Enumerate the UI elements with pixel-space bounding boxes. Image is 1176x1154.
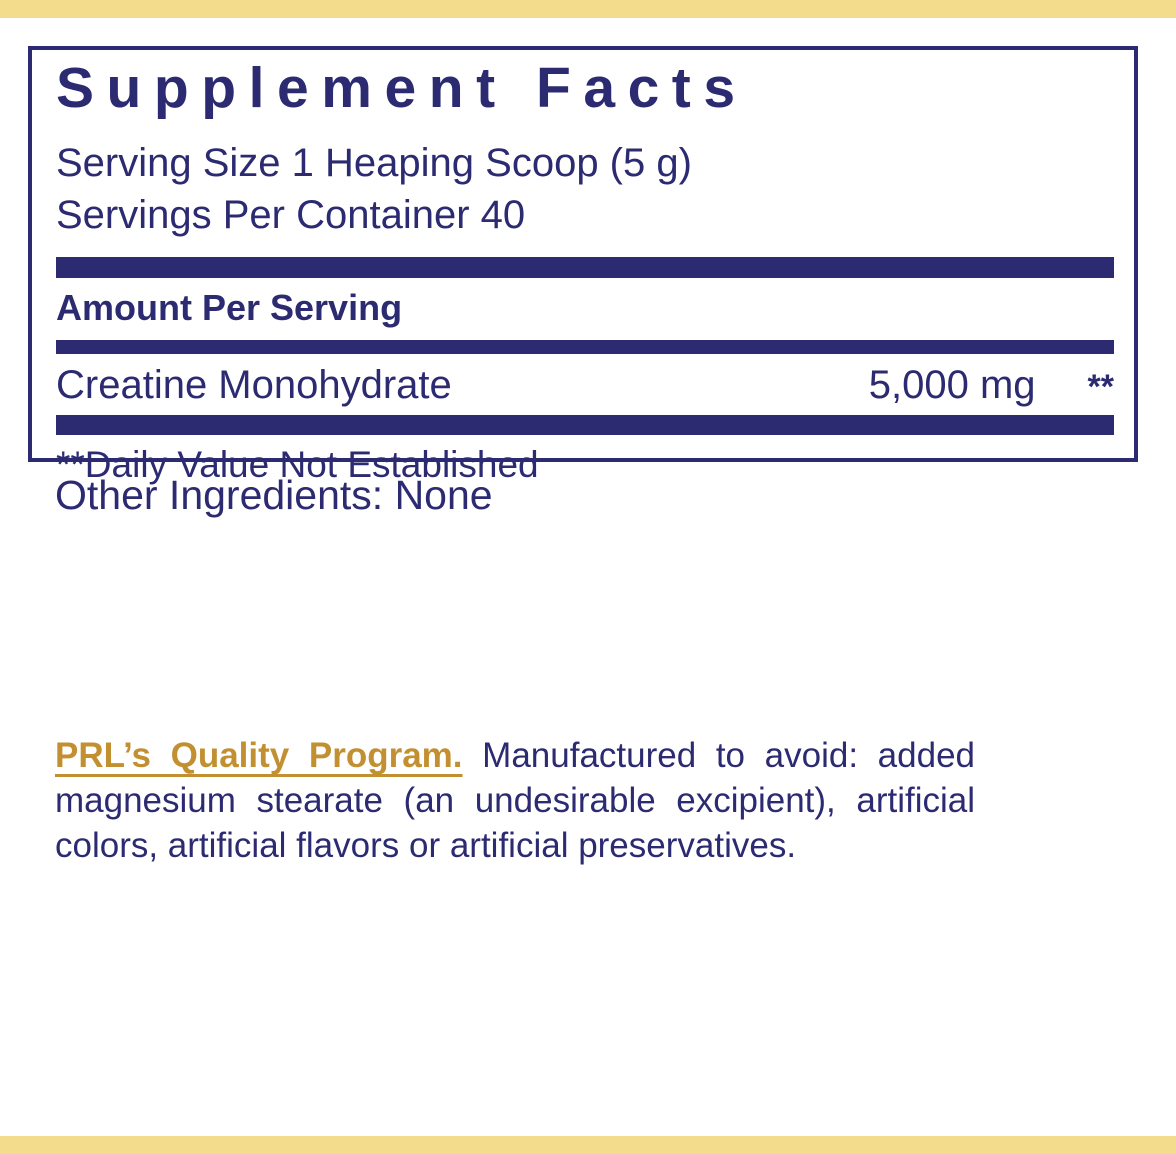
ingredient-daily-value-mark: ** <box>1087 368 1114 406</box>
ingredient-amount: 5,000 mg <box>868 363 1036 407</box>
amount-per-serving-header: Amount Per Serving <box>56 287 403 328</box>
supplement-facts-panel <box>28 46 1138 485</box>
thick-divider-top <box>56 257 1114 278</box>
quality-program-body: Manufactured to avoid: added magnesium stearate (an undesirable excipient), artificial colors, artificial flavors or artificial preservatives. <box>55 736 976 865</box>
quality-program-paragraph <box>55 733 975 868</box>
servings-per-container: Servings Per Container 40 <box>56 193 526 237</box>
top-yellow-band <box>0 0 1176 18</box>
panel-title: Supplement Facts <box>56 56 748 120</box>
daily-value-footnote: **Daily Value Not Established <box>56 444 539 485</box>
thick-divider-bottom <box>56 415 1114 435</box>
quality-program-heading: PRL’s Quality Program. <box>55 736 463 775</box>
ingredient-name: Creatine Monohydrate <box>56 363 452 407</box>
other-ingredients: Other Ingredients: None <box>55 472 493 518</box>
thin-divider <box>56 340 1114 354</box>
ingredient-values <box>869 363 1114 408</box>
ingredient-row <box>56 363 1114 408</box>
serving-size: Serving Size 1 Heaping Scoop (5 g) <box>56 141 692 185</box>
bottom-yellow-band <box>0 1136 1176 1154</box>
